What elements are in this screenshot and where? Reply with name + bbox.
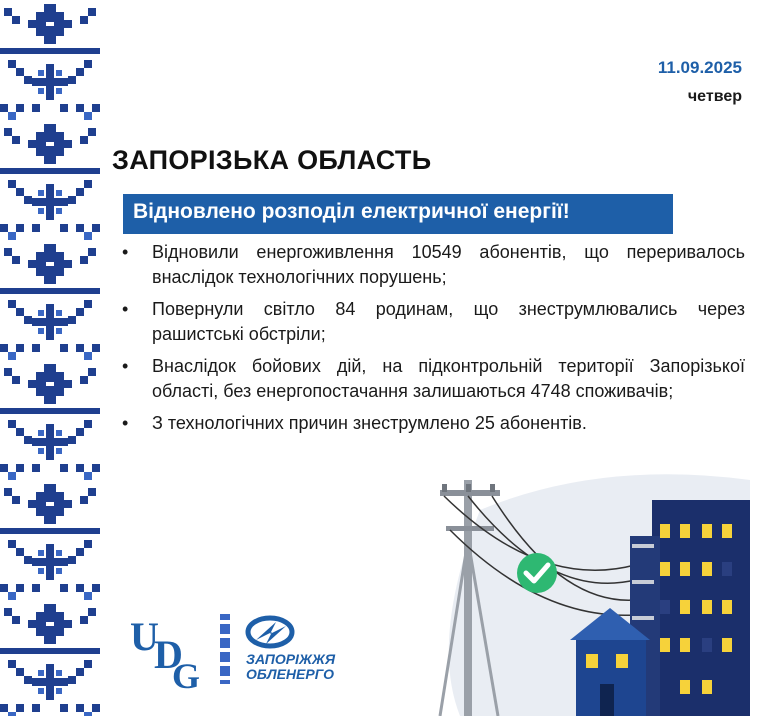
list-item-text: Повернули світло 84 родинам, що знеструмлювались через рашистські обстріли; xyxy=(152,299,745,344)
bullet-dot: • xyxy=(122,299,129,319)
list-item xyxy=(118,411,745,436)
oblenergo-name-line2: ОБЛЕНЕРГО xyxy=(246,666,335,682)
checkmark-circle-icon xyxy=(517,553,557,593)
udg-logo-icon xyxy=(130,614,200,690)
list-item xyxy=(118,297,745,347)
bullet-dot: • xyxy=(122,356,129,376)
bullet-dot: • xyxy=(122,242,129,262)
svg-text:G: G xyxy=(172,656,201,690)
list-item xyxy=(118,240,745,290)
list-item xyxy=(118,354,745,404)
svg-text:D: D xyxy=(154,632,183,677)
report-bullet-list xyxy=(118,240,745,443)
folk-ornament-border xyxy=(0,0,100,716)
region-title: ЗАПОРІЗЬКА ОБЛАСТЬ xyxy=(112,145,432,175)
oblenergo-name-line1: ЗАПОРІЖЖЯ xyxy=(246,651,336,667)
oblenergo-name xyxy=(246,652,335,682)
headline-text: Відновлено розподіл електричної енергії! xyxy=(133,200,570,223)
bullet-dot: • xyxy=(122,413,129,433)
oblenergo-logo-icon xyxy=(248,618,292,646)
list-item-text: Відновили енергоживлення 10549 абонентів, що переривалось внаслідок технологічних порушень; xyxy=(152,242,745,287)
date-label: 11.09.2025 xyxy=(657,58,742,77)
headline-banner xyxy=(123,194,673,234)
power-restored-illustration xyxy=(420,440,750,716)
weekday-label: четвер xyxy=(687,88,742,105)
svg-text:U: U xyxy=(130,614,159,659)
list-item-text: З технологічних причин знеструмлено 25 абонентів. xyxy=(152,413,587,433)
list-item-text: Внаслідок бойових дій, на підконтрольній території Запорізької області, без енергопостачання залишаються 4748 споживачів; xyxy=(152,356,745,401)
